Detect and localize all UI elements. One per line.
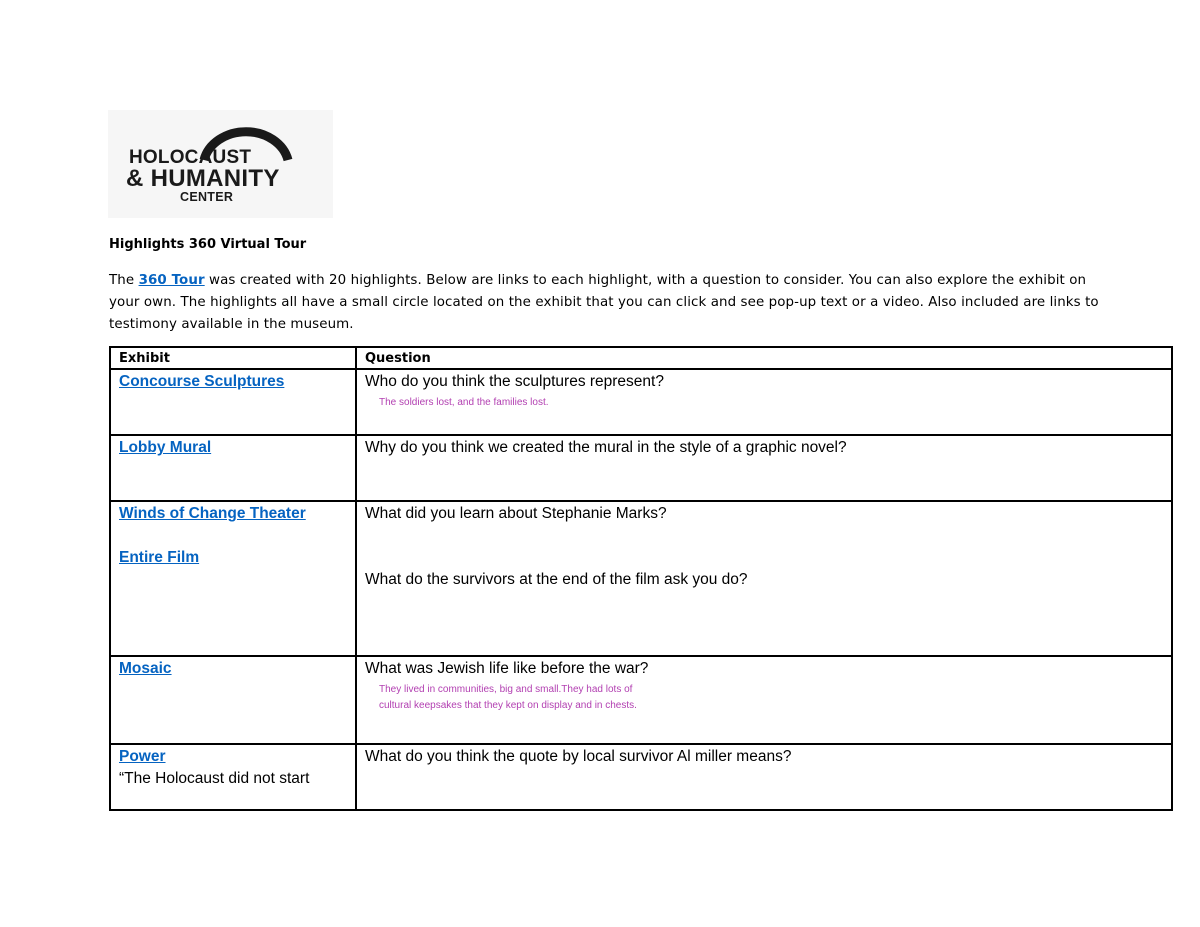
question-text: Why do you think we created the mural in the style of a graphic novel?	[365, 439, 847, 456]
question-cell	[356, 744, 1172, 810]
table-row	[110, 435, 1172, 501]
intro-line-3: testimony available in the museum.	[109, 317, 354, 332]
question-cell	[356, 435, 1172, 501]
table-row	[110, 501, 1172, 656]
table-row	[110, 369, 1172, 435]
question-text: What do you think the quote by local survivor Al miller means?	[365, 748, 792, 765]
logo-line-1: HOLOCAUST	[129, 147, 252, 168]
concourse-sculptures-link[interactable]: Concourse Sculptures	[119, 373, 285, 390]
intro-line-2: your own. The highlights all have a small circle located on the exhibit that you can click and see pop-up text or a video. Also included are links to	[109, 295, 1099, 310]
exhibit-cell	[110, 744, 356, 810]
intro-text-rest: was created with 20 highlights. Below are links to each highlight, with a question to consider. You can also explore the exhibit on	[204, 273, 1087, 288]
question-cell	[356, 501, 1172, 656]
entire-film-link[interactable]: Entire Film	[119, 549, 200, 566]
table-header-row	[110, 347, 1172, 369]
lobby-mural-link[interactable]: Lobby Mural	[119, 439, 212, 456]
table-row	[110, 656, 1172, 744]
question-text-2: What do the survivors at the end of the film ask you do?	[365, 571, 748, 588]
logo-line-3: CENTER	[180, 190, 234, 204]
question-column-header: Question	[356, 347, 1172, 369]
table-row	[110, 744, 1172, 810]
intro-line-1	[109, 270, 1109, 292]
answer-text[interactable]: The soldiers lost, and the families lost.	[379, 397, 549, 408]
exhibit-column-header: Exhibit	[110, 347, 356, 369]
question-cell	[356, 656, 1172, 744]
holocaust-humanity-center-logo	[108, 110, 333, 218]
question-text: What did you learn about Stephanie Marks?	[365, 505, 667, 522]
answer-text-line-2[interactable]: cultural keepsakes that they kept on display and in chests.	[379, 700, 637, 711]
quote-text: “The Holocaust did not start	[119, 770, 310, 787]
winds-of-change-theater-link[interactable]: Winds of Change Theater	[119, 505, 306, 522]
question-text: Who do you think the sculptures represent?	[365, 373, 664, 390]
exhibit-cell	[110, 369, 356, 435]
highlights-table	[109, 346, 1173, 811]
intro-text-start: The	[109, 273, 139, 288]
exhibit-cell	[110, 656, 356, 744]
question-cell	[356, 369, 1172, 435]
mosaic-link[interactable]: Mosaic	[119, 660, 172, 677]
logo-line-2: & HUMANITY	[126, 165, 280, 192]
intro-paragraph	[109, 270, 1109, 336]
exhibit-cell	[110, 435, 356, 501]
360-tour-link[interactable]: 360 Tour	[138, 273, 205, 288]
answer-text-line-1[interactable]: They lived in communities, big and small.They had lots of	[379, 684, 633, 695]
question-text: What was Jewish life like before the war?	[365, 660, 649, 677]
page-title: Highlights 360 Virtual Tour	[109, 237, 307, 252]
exhibit-cell	[110, 501, 356, 656]
power-link[interactable]: Power	[119, 748, 166, 765]
